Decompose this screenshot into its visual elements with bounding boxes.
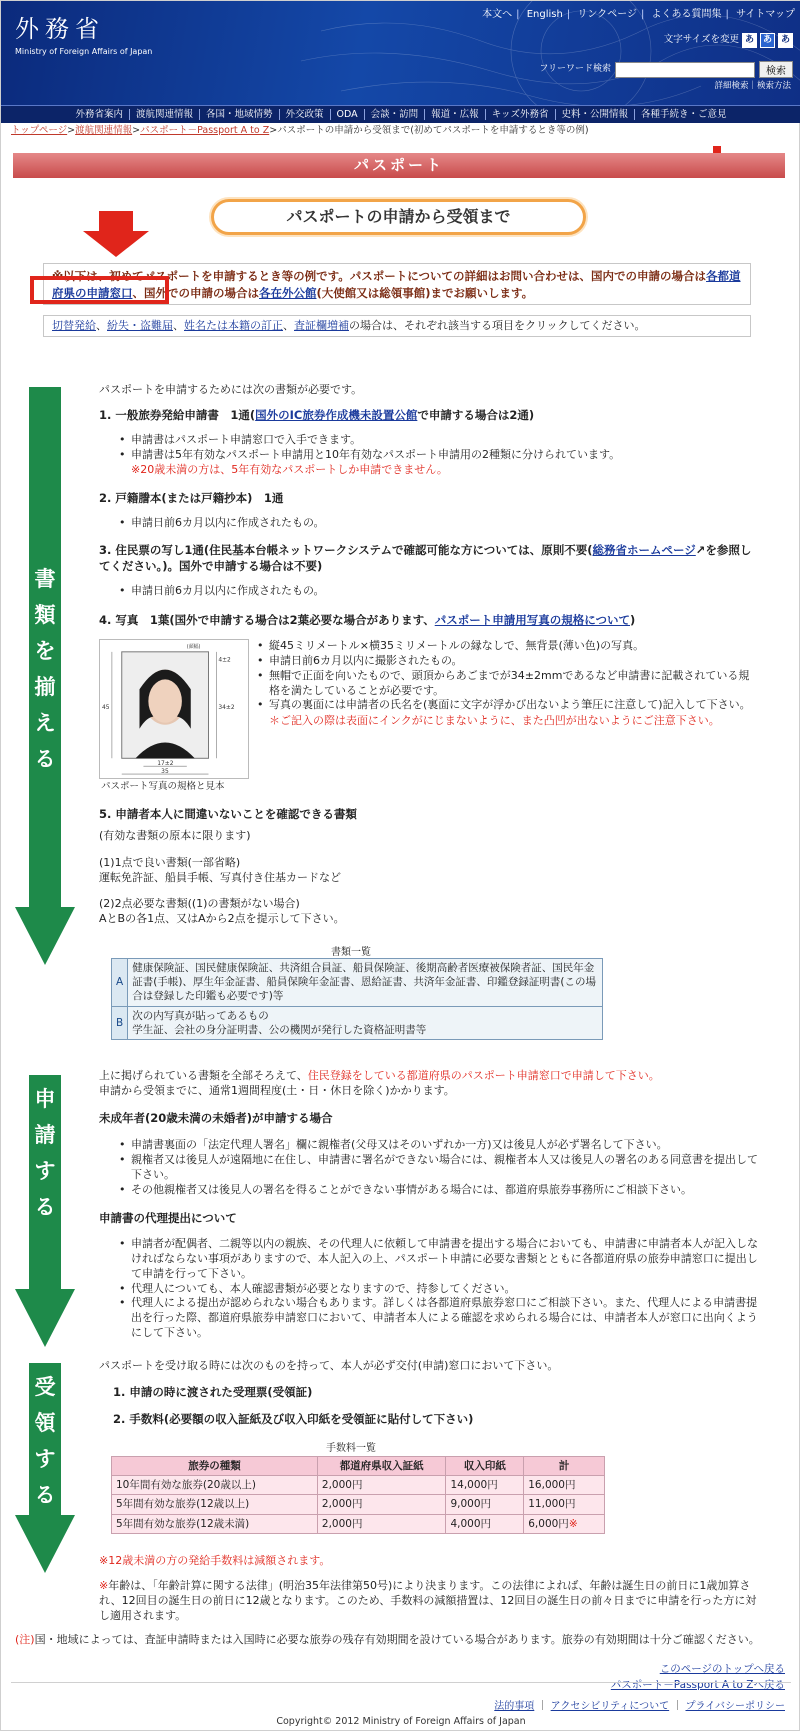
section-label-char: 揃 (34, 675, 56, 699)
table-row (112, 1495, 605, 1514)
table-header: 旅券の種類 (112, 1457, 318, 1476)
separator: 、 (283, 319, 294, 332)
id-note: (有効な書類の原本に限ります) (99, 829, 251, 842)
table-cell: 次の内写真が貼ってあるもの 学生証、会社の身分証明書、公の機関が発行した資格証明書等 (128, 1006, 603, 1039)
heading-text: で申請する場合は2通) (417, 408, 535, 422)
note-text: 国・地域によっては、査証申請時または入国時に必要な旅券の残存有効期間を設けている場合があります。旅券の有効期間は十分ご確認ください。 (34, 1633, 760, 1646)
table-cell: 2,000円 (317, 1514, 446, 1533)
list-item: • 申請書裏面の「法定代理人署名」欄に親権者(父母又はそのいずれか一方)又は後見人が必ず署名して下さい。 (119, 1138, 759, 1153)
fee-note-2 (99, 1579, 759, 1624)
link-links-page[interactable]: リンクページ (577, 9, 637, 20)
photo-label: 4±2 (218, 657, 231, 664)
link-page-top[interactable]: このページのトップへ戻る (659, 1663, 785, 1675)
section-label-char: る (34, 1195, 56, 1219)
related-links-box (43, 315, 751, 337)
heading-text: 3. 住民票の写し1通(住民基本台帳ネットワークシステムで確認可能な方については、原則不要( (99, 543, 593, 557)
separator: 、 (96, 319, 107, 332)
table-cell (524, 1514, 605, 1533)
section-label-char: 書 (34, 567, 56, 591)
fee-total: 11,000円 (528, 1498, 576, 1511)
docs-table-caption: 書類一覧 (331, 947, 371, 958)
nav-item[interactable]: 史料・公開情報 (555, 109, 635, 120)
table-cell: B (112, 1006, 128, 1039)
font-medium-button[interactable]: あ (760, 33, 775, 48)
table-header: 計 (524, 1457, 605, 1476)
table-cell (524, 1476, 605, 1495)
list-minors (119, 1138, 759, 1197)
note-photo: ＊ご記入の際は表面にインクがにじまないように、また凸凹が出ないようにご注意下さい。 (269, 714, 720, 727)
heading-application-form (99, 408, 759, 424)
section-label-char: 受 (34, 1375, 56, 1399)
apply-text-highlight: 住民登録をしている都道府県のパスポート申請窓口で申請して下さい。 (307, 1069, 660, 1082)
font-small-button[interactable]: あ (742, 33, 757, 48)
table-cell: 9,000円 (446, 1495, 524, 1514)
note-mark: ※ (99, 1579, 109, 1592)
table-header: 都道府県収入証紙 (317, 1457, 446, 1476)
section-label-char: る (34, 1483, 56, 1507)
nav-item[interactable]: キッズ外務省 (485, 109, 555, 120)
heading-minors: 未成年者(20歳未満の未婚者)が申請する場合 (99, 1111, 333, 1125)
copyright: Copyright© 2012 Ministry of Foreign Affairs of Japan (276, 1716, 526, 1727)
nav-item[interactable]: 外務省案内 (75, 109, 123, 120)
notice-text: ※以下は、初めてパスポートを申請するとき等の例です。パスポートについての詳細はお問い合わせは、国内での申請の場合は (52, 269, 707, 283)
breadcrumb-link[interactable]: 渡航関連情報 (75, 125, 133, 136)
heading-family-register: 2. 戸籍謄本(または戸籍抄本) 1通 (99, 491, 284, 505)
table-cell: 2,000円 (317, 1476, 446, 1495)
table-cell: 2,000円 (317, 1495, 446, 1514)
fee-total: 6,000円 (528, 1517, 569, 1530)
docs-table (111, 958, 603, 1040)
link-overseas-missions[interactable]: 各在外公館 (259, 286, 317, 300)
fees-table-caption: 手数料一覧 (326, 1443, 376, 1454)
id-two-docs: (2)2点必要な書類((1)の書類がない場合) (99, 897, 300, 910)
table-cell: 4,000円 (446, 1514, 524, 1533)
breadcrumb-current: パスポートの申請から受領まで(初めてパスポートを申請するとき等の例) (277, 125, 589, 136)
photo-label: 45 (102, 705, 110, 711)
photo-label: 34±2 (218, 705, 235, 711)
section-label-prepare (25, 561, 65, 777)
id-one-doc-examples: 運転免許証、船員手帳、写真付き住基カードなど (99, 871, 341, 884)
heading-text: ) (630, 613, 636, 627)
section-label-char: す (34, 1159, 56, 1183)
link-skip-to-content[interactable]: 本文へ (482, 9, 513, 20)
section-label-char: を (34, 639, 56, 663)
heading-id-documents: 5. 申請者本人に間違いないことを確認できる書類 (99, 807, 357, 821)
link-ic-passport-missions[interactable]: 国外のIC旅券作成機未設置公館 (255, 408, 418, 422)
note-mark: (注) (15, 1633, 35, 1646)
nav-item[interactable]: 会談・訪問 (364, 109, 425, 120)
breadcrumb: トップページ>渡航関連情報>パスポート－Passport A to Z>パスポートの申請から受領まで(初めてパスポートを申請するとき等の例) (11, 125, 589, 136)
section-label-receive (25, 1369, 65, 1513)
fee-note-1: ※12歳未満の方の発給手数料は減額されます。 (99, 1554, 331, 1567)
apply-text (99, 1069, 759, 1084)
notice-text: 、国外での申請の場合は (132, 286, 259, 300)
link-passport-a-to-z[interactable]: パスポート－Passport A to Zへ戻る (610, 1679, 785, 1691)
heading-text: 4. 写真 1葉(国外で申請する場合は2葉必要な場合があります、 (99, 613, 435, 627)
table-cell: 10年間有効な旅券(20歳以上) (112, 1476, 318, 1495)
list-item: • 申請日前6カ月以内に作成されたもの。 (119, 516, 759, 531)
heading-text: を参照してください。)。国外で申請する場合は不要) (99, 543, 752, 573)
highlight-box (30, 276, 169, 304)
link-privacy[interactable]: プライバシーポリシー (685, 1701, 785, 1712)
footer-links: 法的事項 ｜ アクセシビリティについて ｜ プライバシーポリシー (494, 1701, 785, 1712)
list-photo-spec (257, 639, 757, 713)
global-nav (1, 105, 800, 123)
link-renewal[interactable]: 切替発給 (52, 319, 96, 332)
font-large-button[interactable]: あ (778, 33, 793, 48)
section-label-char: 請 (34, 1123, 56, 1147)
notice-text: (大使館又は総領事館)までお願いします。 (316, 286, 534, 300)
link-visa-pages[interactable]: 査証欄増補 (294, 319, 349, 332)
heading-resident-record (99, 543, 759, 574)
list-item: • その他親権者又は後見人の署名を得ることができない事情がある場合には、都道府県旅券事務所にご相談下さい。 (119, 1183, 759, 1198)
list-item: • 申請日前6カ月以内に撮影されたもの。 (257, 654, 757, 669)
search-label: フリーワード検索 (539, 64, 611, 75)
footer-return-links (611, 1661, 785, 1693)
receive-text: パスポートを受け取る時には次のものを持って、本人が必ず交付(申請)窓口において下さい。 (99, 1359, 559, 1372)
table-cell (524, 1495, 605, 1514)
section-label-char: る (34, 747, 56, 771)
table-cell: 5年間有効な旅券(12歳未満) (112, 1514, 318, 1533)
id-one-doc: (1)1点で良い書類(一部省略) (99, 856, 241, 869)
table-cell: A (112, 959, 128, 1007)
heading-proxy: 申請書の代理提出について (99, 1211, 237, 1225)
heading-photo (99, 613, 759, 629)
list-resident-record (119, 584, 759, 599)
note-text: 年齢は、「年齢計算に関する法律」(明治35年法律第50号)により決まります。この法律によれば、年齢は誕生日の前日に1歳加算され、12回目の誕生日の前日に12歳となります。このため、手数料の減額措置は、12回目の誕生日の前々日までに申請を行った方に対し適用されます。 (99, 1579, 757, 1622)
list-item: • 代理人についても、本人確認書類が必要となりますので、持参してください。 (119, 1282, 759, 1297)
list-item: • 親権者又は後見人が遠隔地に在住し、申請書に署名ができない場合には、親権者本人又は後見人の署名のある同意書を提出して下さい。 (119, 1153, 759, 1183)
link-faq[interactable]: よくある質問集 (651, 9, 722, 20)
passport-photo-sample (99, 639, 249, 779)
search-sub-links[interactable]: 詳細検索｜検索方法 (714, 81, 791, 91)
photo-label: (顔幅) (186, 643, 201, 650)
section-label-char: 領 (34, 1411, 56, 1435)
section-label-apply (25, 1081, 65, 1225)
section-label-char: 類 (34, 603, 56, 627)
apply-duration: 申請から受領までに、通常1週間程度(土・日・休日を除く)かかります。 (99, 1084, 455, 1097)
font-size-control (664, 33, 793, 48)
table-row (112, 959, 603, 1007)
table-cell: 健康保険証、国民健康保険証、共済組合員証、船員保険証、後期高齢者医療被保険者証、国民年金証書(手帳)、厚生年金証書、船員保険年金証書、恩給証書、共済年金証書、印鑑登録証明書(この場合は登録した印鑑も必要です)等 (128, 959, 603, 1007)
receive-item-2: 2. 手数料(必要額の収入証紙及び収入印紙を受領証に貼付して下さい) (113, 1412, 474, 1426)
table-header-row (112, 1457, 605, 1476)
breadcrumb-link[interactable]: トップページ (11, 125, 68, 136)
link-sitemap[interactable]: サイトマップ (736, 9, 795, 20)
link-prefecture-windows[interactable]: 各都道府県の申請窓口 (52, 269, 741, 300)
notice2-text: の場合は、それぞれ該当する項目をクリックしてください。 (349, 319, 646, 332)
receive-item-1: 1. 申請の時に渡された受理票(受領証) (113, 1385, 313, 1399)
site-header (1, 1, 800, 105)
photo-caption: パスポート写真の規格と見本 (101, 781, 225, 792)
nav-item[interactable]: 各種手続き・ご意見 (634, 109, 733, 120)
list-item: • 写真の裏面には申請者の氏名を(裏面に文字が浮かび出ないよう筆圧に注意して)記入して下さい。 (257, 698, 757, 713)
apply-text-part: 上に掲げられている書類を全部そろえて、 (99, 1069, 308, 1082)
section-label-char: 申 (34, 1087, 56, 1111)
nav-item[interactable]: 報道・広報 (424, 109, 485, 120)
table-row (112, 1514, 605, 1533)
list-item: • 代理人による提出が認められない場合もあります。詳しくは各都道府県旅券窓口にご相談下さい。また、代理人による申請書提出を行った際、都道府県旅券申請窓口において、申請者本人による確認を求められる場合には、申請者本人が窓口に出向くようにして下さい。 (119, 1296, 759, 1341)
search-input[interactable] (615, 62, 755, 78)
search-bar (539, 61, 793, 78)
fee-total: 16,000円 (528, 1479, 576, 1492)
list-item: • 申請日前6カ月以内に作成されたもの。 (119, 584, 759, 599)
list-item: • 無帽で正面を向いたもので、頭頂からあごまでが34±2mmであるなど申請書に記載されている規格を満たしていることが必要です。 (257, 669, 757, 699)
footnote (15, 1633, 791, 1648)
table-cell: 14,000円 (446, 1476, 524, 1495)
photo-label: 35 (161, 769, 169, 776)
breadcrumb-link[interactable]: パスポート－Passport A to Z (140, 125, 270, 136)
link-english[interactable]: English (526, 9, 563, 20)
link-name-correction[interactable]: 姓名たは本籍の訂正 (184, 319, 283, 332)
link-lost-stolen[interactable]: 紛失・盗難届 (107, 319, 173, 332)
list-proxy (119, 1237, 759, 1341)
site-logo[interactable]: 外務省 (15, 15, 105, 43)
section-label-char: え (34, 711, 56, 735)
link-mic-homepage[interactable]: 総務省ホームページ (592, 543, 696, 557)
utility-links: 本文へ | English | リンクページ | よくある質問集 | サイトマップ (482, 9, 795, 20)
search-button[interactable]: 検索 (759, 61, 793, 78)
nav-item[interactable]: 各国・地域情勢 (199, 109, 279, 120)
fee-note-mark: ※ (568, 1517, 578, 1530)
heading-text: 1. 一般旅券発給申請書 1通( (99, 408, 256, 422)
link-photo-spec[interactable]: パスポート申請用写真の規格について (434, 613, 630, 627)
list-item: • 縦45ミリメートル×横35ミリメートルの縁なしで、無背景(薄い色)の写真。 (257, 639, 757, 654)
nav-item[interactable]: 渡航関連情報 (129, 109, 199, 120)
list-item: • 申請者が配偶者、二親等以内の親族、その代理人に依頼して申請書を提出する場合においても、申請書に申請者本人が記入しなければならない事項がありますので、本人記入の上、パスポート申請に必要な書類とともに各都道府県の旅券申請窓口に提出して申請を行って下さい。 (119, 1237, 759, 1282)
separator: 、 (173, 319, 184, 332)
list-family-register (119, 516, 759, 531)
photo-label: 17±2 (157, 761, 174, 768)
intro-text: パスポートを申請するためには次の書類が必要です。 (99, 383, 363, 396)
external-link-icon: ↗ (695, 543, 706, 557)
id-two-docs-rule: AとBの各1点、又はAから2点を提示して下さい。 (99, 912, 345, 925)
section-title: パスポートの申請から受領まで (211, 199, 586, 235)
table-header: 収入印紙 (446, 1457, 524, 1476)
site-logo-en: Ministry of Foreign Affairs of Japan (15, 47, 153, 56)
section-label-char: す (34, 1447, 56, 1471)
link-legal[interactable]: 法的事項 (494, 1701, 535, 1712)
footer-divider (11, 1682, 791, 1683)
fees-table (111, 1456, 605, 1534)
note-under20: ※20歳未満の方は、5年有効なパスポートしか申請できません。 (131, 463, 448, 476)
list-item: • 申請書は5年有効なパスポート申請用と10年有効なパスポート申請用の2種類に分けられています。 (119, 448, 759, 463)
font-size-label: 文字サイズを変更 (663, 34, 739, 46)
table-row (112, 1006, 603, 1039)
table-cell: 5年間有効な旅券(12歳以上) (112, 1495, 318, 1514)
nav-item[interactable]: ODA (330, 109, 364, 120)
red-down-arrow-icon (81, 211, 151, 259)
list-application-form (119, 433, 759, 463)
link-accessibility[interactable]: アクセシビリティについて (550, 1701, 670, 1712)
nav-item[interactable]: 外交政策 (279, 109, 330, 120)
page-title-bar: パスポート (13, 153, 785, 178)
list-item: • 申請書はパスポート申請窓口で入手できます。 (119, 433, 759, 448)
table-row (112, 1476, 605, 1495)
